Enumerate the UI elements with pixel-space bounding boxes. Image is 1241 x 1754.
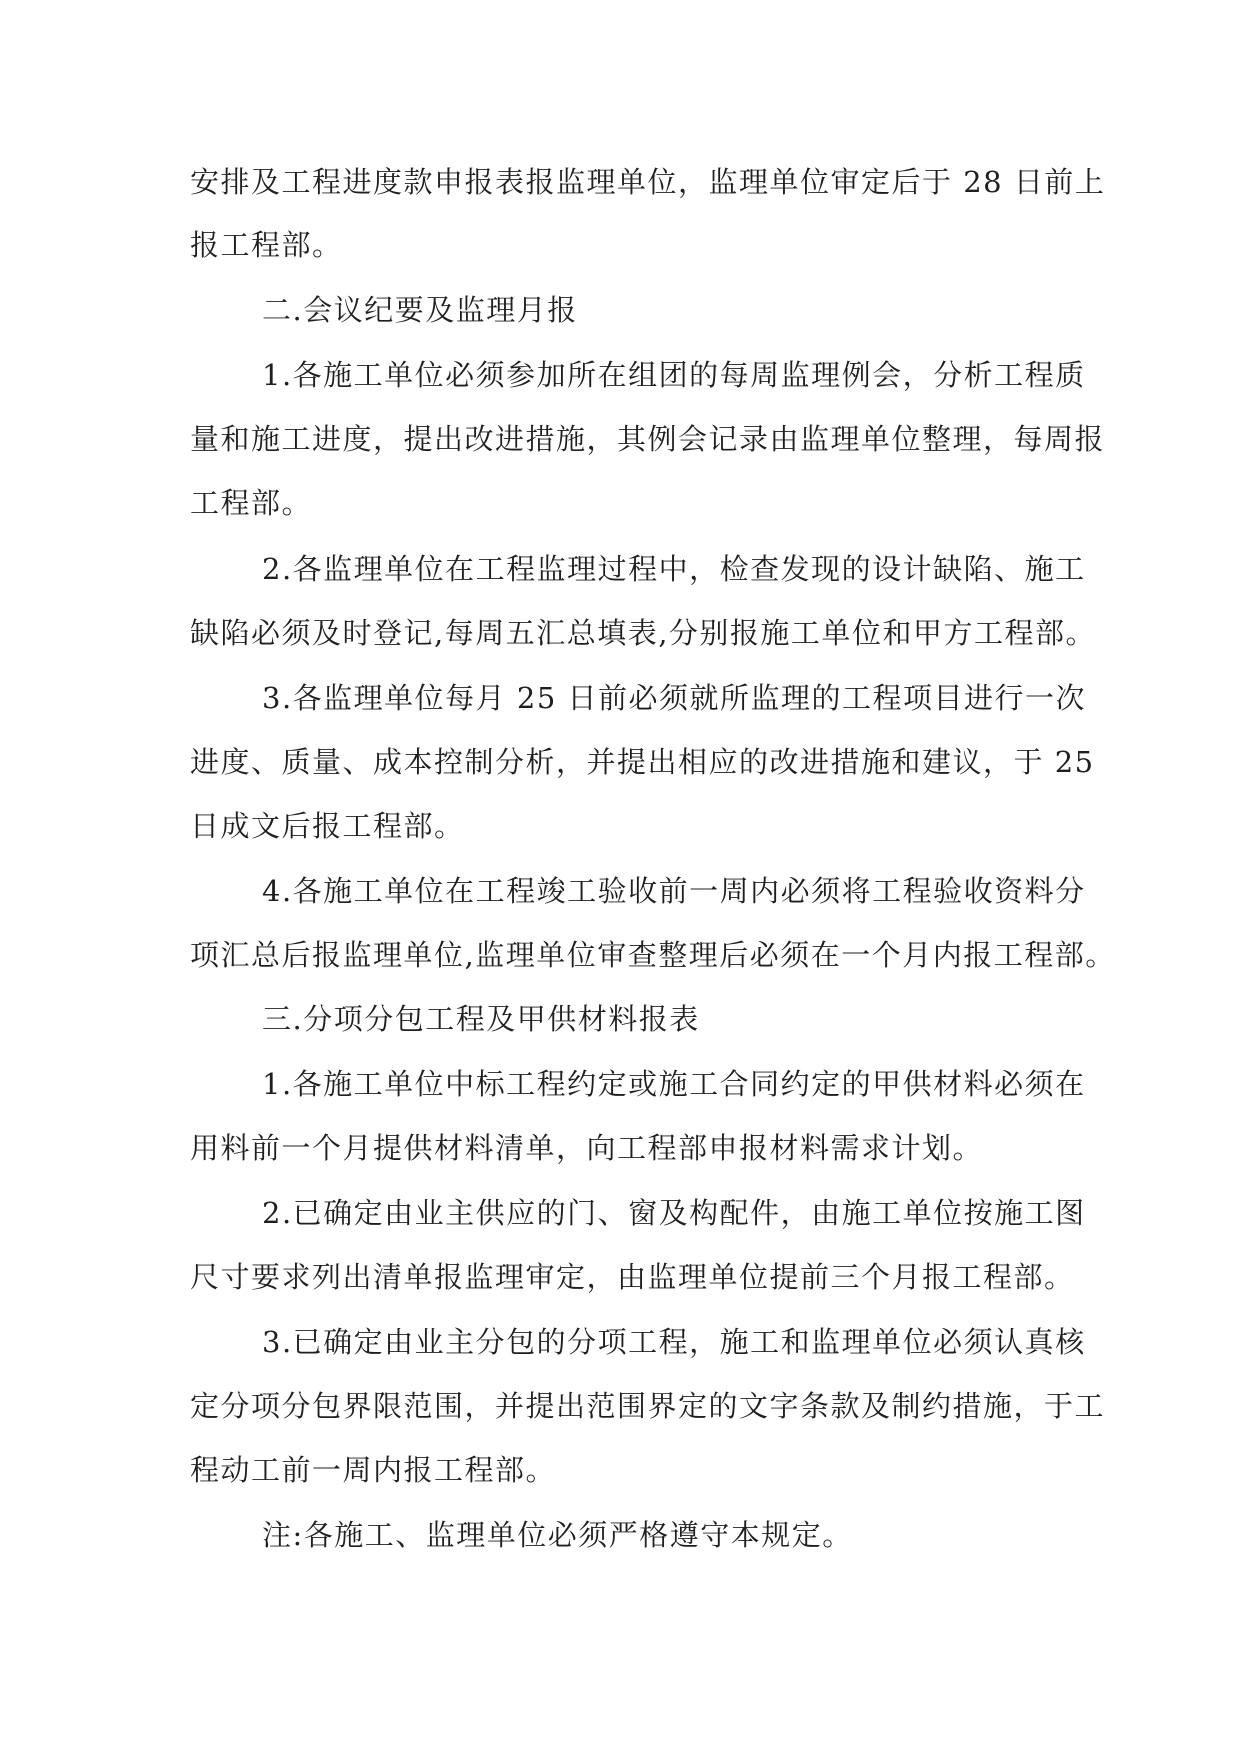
- text-line: 1.各施工单位中标工程约定或施工合同约定的甲供材料必须在: [262, 1067, 1086, 1101]
- section-heading: 二.会议纪要及监理月报: [262, 293, 578, 327]
- note-line: 注:各施工、监理单位必须严格遵守本规定。: [262, 1518, 853, 1552]
- text-line: 安排及工程进度款申报表报监理单位，监理单位审定后于 28 日前上: [190, 165, 1106, 199]
- text-line: 工程部。: [190, 486, 313, 520]
- text-line: 程动工前一周内报工程部。: [190, 1453, 557, 1487]
- text-line: 2.已确定由业主供应的门、窗及构配件，由施工单位按施工图: [262, 1196, 1086, 1230]
- text-line: 用料前一个月提供材料清单，向工程部申报材料需求计划。: [190, 1131, 984, 1165]
- text-line: 进度、质量、成本控制分析，并提出相应的改进措施和建议，于 25: [190, 745, 1095, 779]
- text-line: 缺陷必须及时登记,每周五汇总填表,分别报施工单位和甲方工程部。: [190, 616, 1096, 650]
- text-line: 定分项分包界限范围，并提出范围界定的文字条款及制约措施，于工: [190, 1389, 1106, 1423]
- text-line: 2.各监理单位在工程监理过程中，检查发现的设计缺陷、施工: [262, 552, 1086, 586]
- text-line: 报工程部。: [190, 228, 343, 262]
- text-line: 尺寸要求列出清单报监理审定，由监理单位提前三个月报工程部。: [190, 1260, 1075, 1294]
- text-line: 3.各监理单位每月 25 日前必须就所监理的工程项目进行一次: [262, 681, 1087, 715]
- text-line: 1.各施工单位必须参加所在组团的每周监理例会，分析工程质: [262, 358, 1086, 392]
- text-line: 3.已确定由业主分包的分项工程，施工和监理单位必须认真核: [262, 1325, 1086, 1359]
- text-line: 项汇总后报监理单位,监理单位审查整理后必须在一个月内报工程部。: [190, 938, 1116, 972]
- text-line: 日成文后报工程部。: [190, 809, 465, 843]
- text-line: 4.各施工单位在工程竣工验收前一周内必须将工程验收资料分: [262, 874, 1086, 908]
- section-heading: 三.分项分包工程及甲供材料报表: [262, 1002, 700, 1036]
- text-line: 量和施工进度，提出改进措施，其例会记录由监理单位整理，每周报: [190, 422, 1106, 456]
